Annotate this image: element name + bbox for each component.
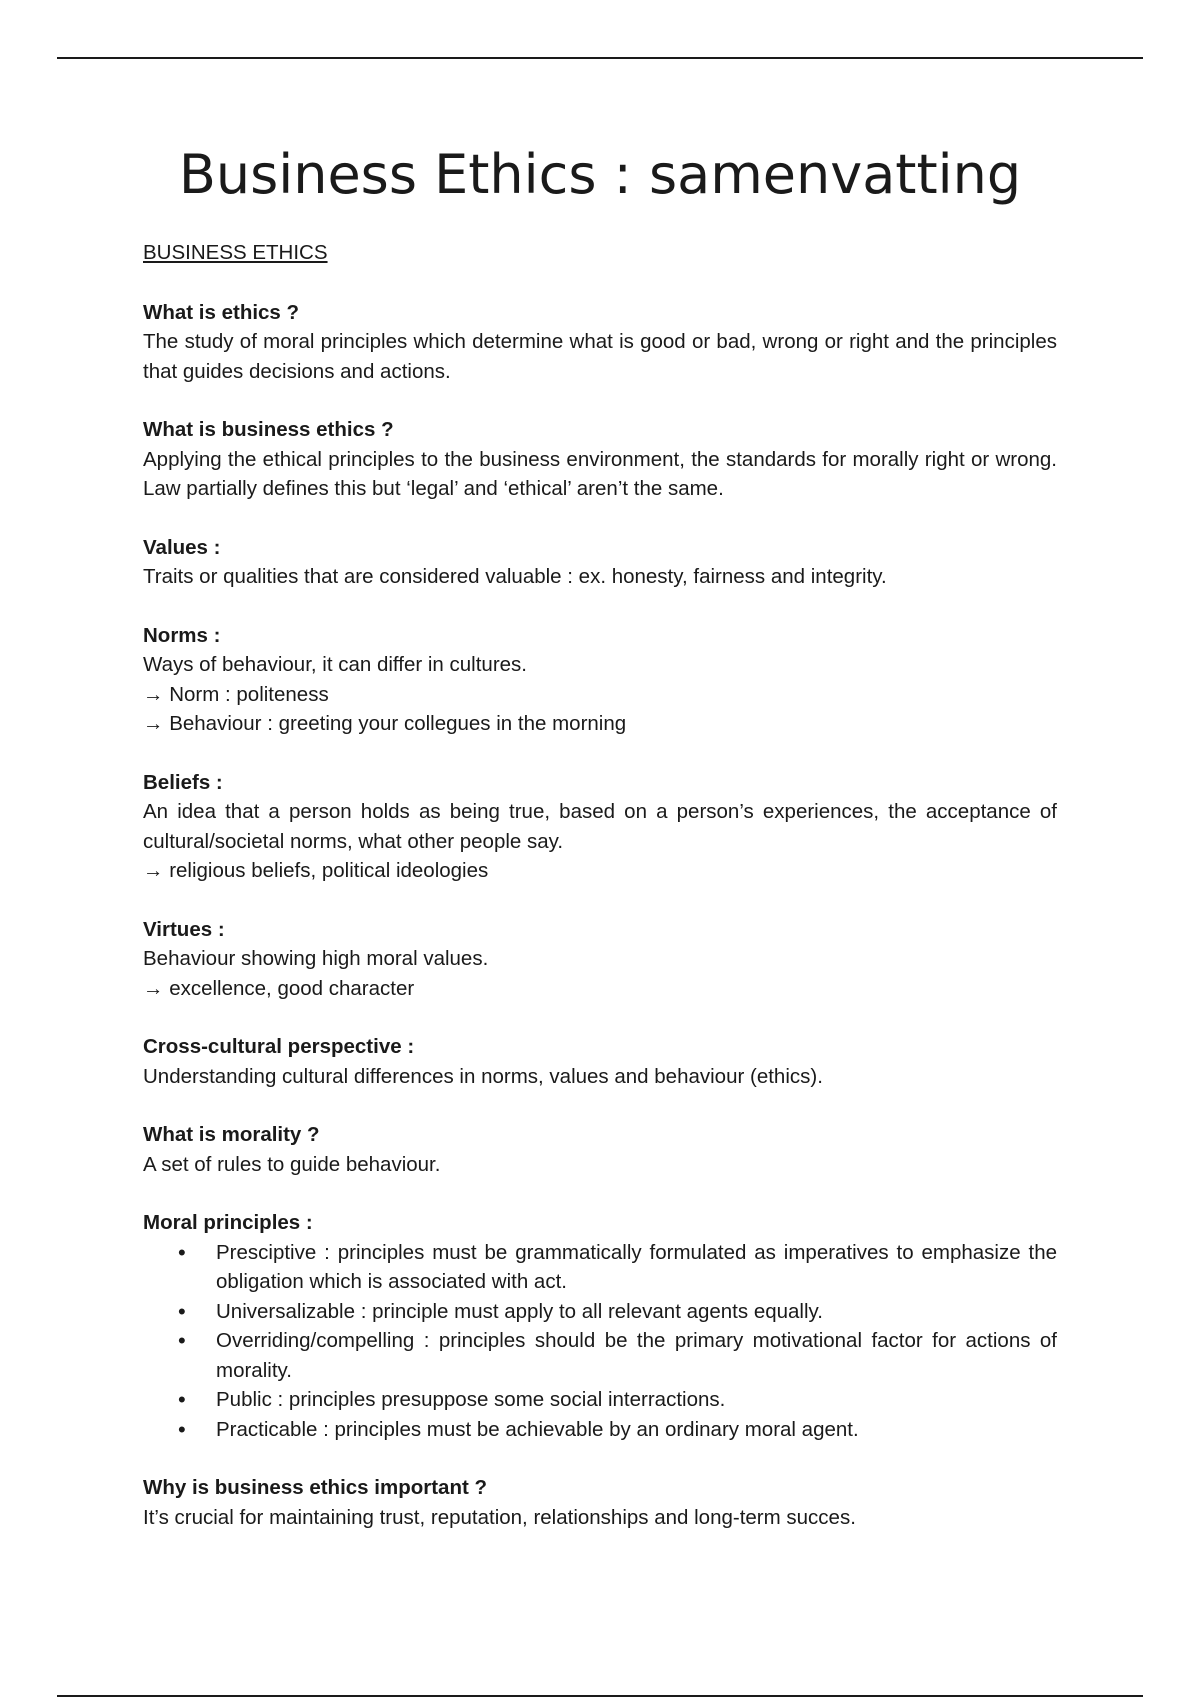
block-beliefs bbox=[143, 768, 1057, 886]
list-item: • Public : principles presuppose some social interractions. bbox=[216, 1385, 1057, 1415]
list-item: • Practicable : principles must be achievable by an ordinary moral agent. bbox=[216, 1415, 1057, 1445]
header-rule bbox=[57, 57, 1143, 59]
block-text: Understanding cultural differences in norms, values and behaviour (ethics). bbox=[143, 1064, 823, 1088]
block-text: Behaviour showing high moral values. bbox=[143, 947, 489, 970]
footer-rule bbox=[57, 1695, 1143, 1697]
block-values bbox=[143, 533, 1057, 592]
block-heading: What is morality ? bbox=[143, 1123, 320, 1146]
block-heading: Values : bbox=[143, 535, 221, 559]
list-item: • Overriding/compelling : principles should be the primary motivational factor for actions of morality. bbox=[216, 1326, 1057, 1385]
block-heading: Virtues : bbox=[143, 917, 225, 941]
arrow-note: → Behaviour : greeting your collegues in the morning bbox=[143, 712, 627, 735]
page-title: Business Ethics : samenvatting bbox=[178, 143, 1022, 206]
block-heading: What is ethics ? bbox=[143, 300, 300, 324]
block-text: A set of rules to guide behaviour. bbox=[143, 1152, 441, 1176]
block-importance bbox=[143, 1473, 1057, 1532]
arrow-note: → excellence, good character bbox=[143, 976, 415, 1000]
block-heading: Beliefs : bbox=[143, 770, 223, 794]
block-text: The study of moral principles which determine what is good or bad, wrong or right and the principles that guides decisions and actions. bbox=[143, 330, 1057, 383]
block-what-is-ethics bbox=[143, 298, 1057, 387]
section-label: BUSINESS ETHICS bbox=[143, 241, 328, 264]
block-heading: Norms : bbox=[143, 623, 221, 647]
block-norms bbox=[143, 621, 1057, 739]
arrow-note: → Norm : politeness bbox=[143, 682, 329, 706]
block-heading: Why is business ethics important ? bbox=[143, 1476, 488, 1499]
block-text: Traits or qualities that are considered valuable : ex. honesty, fairness and integrity. bbox=[143, 565, 887, 588]
block-heading: Cross-cultural perspective : bbox=[143, 1035, 415, 1058]
block-text: It’s crucial for maintaining trust, reputation, relationships and long-term succes. bbox=[143, 1505, 856, 1529]
block-moral-principles bbox=[143, 1208, 1057, 1444]
block-cross-cultural bbox=[143, 1032, 1057, 1091]
list-item: • Universalizable : principle must apply to all relevant agents equally. bbox=[216, 1297, 1057, 1327]
block-text: Ways of behaviour, it can differ in cultures. bbox=[143, 653, 527, 676]
block-heading: What is business ethics ? bbox=[143, 418, 394, 441]
block-heading: Moral principles : bbox=[143, 1211, 313, 1234]
block-text: Applying the ethical principles to the business environment, the standards for morally right or wrong. Law partially defines this but ‘legal’ and ‘ethical’ aren’t the same. bbox=[143, 447, 1057, 500]
document-body bbox=[143, 238, 1057, 1561]
list-item: • Presciptive : principles must be grammatically formulated as imperatives to emphasize the obligation which is associated with act. bbox=[216, 1238, 1057, 1297]
principles-list bbox=[143, 1238, 1057, 1445]
block-business-ethics bbox=[143, 415, 1057, 504]
block-morality bbox=[143, 1120, 1057, 1179]
block-text: An idea that a person holds as being true, based on a person’s experiences, the acceptance of cultural/societal norms, what other people say. bbox=[143, 800, 1057, 853]
arrow-note: → religious beliefs, political ideologies bbox=[143, 859, 489, 882]
block-virtues bbox=[143, 915, 1057, 1004]
